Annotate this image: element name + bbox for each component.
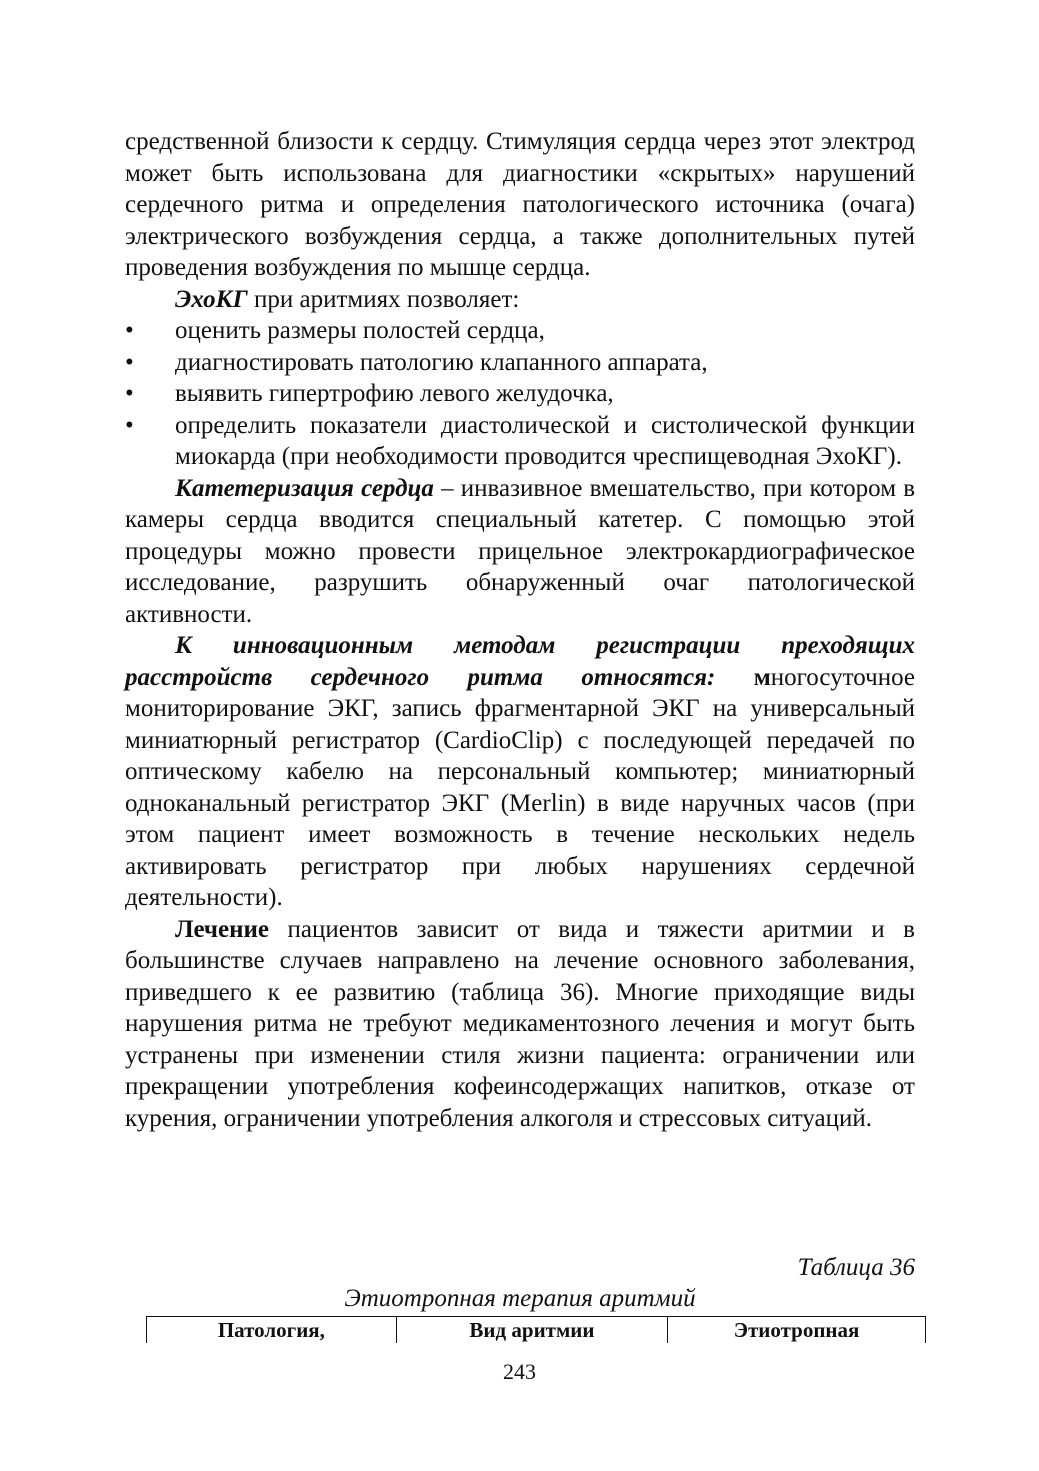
echo-list <box>125 315 915 473</box>
term-treatment: Лечение <box>175 915 270 943</box>
table-header-cell: Патология, <box>147 1317 397 1344</box>
table-title: Этиотропная терапия аритмий <box>344 1285 696 1312</box>
catheterization-text: – инвазивное вмешательство, при котором в камеры сердца вводится специальный катетер. С помощью этой процедуры можно провести прицельное электрокардиографическое исследование, разрушить обнаруженный очаг патологической активности. <box>125 474 916 628</box>
list-item-text: определить показатели диастолической и систолической функции миокарда (при необходимости проводится чреспищеводная ЭхоКГ). <box>175 411 915 470</box>
innovation-text: ногосуточное мониторирование ЭКГ, запись фрагментарной ЭКГ на универсальный миниатюрный регистратор (CardioClip) с последующей передачей по оптическому кабелю на персональный компьютер; миниатюрный одноканальный регистратор ЭКГ (Merlin) в виде наручных часов (при этом пациент имеет возможность в течение нескольких недель активировать регистратор при любых нарушениях сердечной деятельности). <box>125 663 915 911</box>
list-item <box>125 410 915 473</box>
bullet-icon: • <box>125 317 134 344</box>
etiotropic-table <box>146 1316 926 1343</box>
bullet-icon: • <box>125 380 134 407</box>
list-item-text: выявить гипертрофию левого желудочка, <box>175 380 614 407</box>
term-innovation: К инновационным методам регистрации преходящих расстройств сердечного ритма относятся: <box>125 632 915 691</box>
list-item <box>125 315 915 347</box>
paragraph-innovation <box>125 630 915 914</box>
echo-intro-text: при аритмиях позволяет: <box>247 285 520 313</box>
page-body <box>125 126 915 1134</box>
term-echo: ЭхоКГ <box>175 285 248 313</box>
table-header-cell: Этиотропная <box>668 1317 926 1344</box>
paragraph-treatment <box>125 914 915 1135</box>
term-catheterization: Катетеризация сердца <box>175 474 434 502</box>
treatment-text: пациентов зависит от вида и тяжести аритмии и в большинстве случаев направлено на лечение основного заболевания, приведшего к ее развитию (таблица 36). Многие приходящие виды нарушения ритма не требуют медикаментозного лечения и могут быть устранены при изменении стиля жизни пациента: ограничении или прекращении употребления кофеинсодержащих напитков, отказе от курения, ограничении употребления алкоголя и стрессовых ситуаций. <box>125 915 915 1132</box>
table-header-row <box>147 1317 926 1344</box>
paragraph-echo-intro <box>125 284 915 316</box>
paragraph-catheterization <box>125 473 915 631</box>
paragraph-stimulation: средственной близости к сердцу. Стимуляция сердца через этот электрод может быть использована для диагностики «скрытых» нарушений сердечного ритма и определения патологического источника (очага) электрического возбуждения сердца, а также дополнительных путей проведения возбуждения по мышце сердца. <box>125 128 915 281</box>
table-number: Таблица 36 <box>797 1254 915 1281</box>
table-header-cell: Вид аритмии <box>396 1317 667 1344</box>
bullet-icon: • <box>125 411 134 439</box>
list-item <box>125 347 915 379</box>
innovation-first-letter: м <box>753 663 771 691</box>
list-item-text: оценить размеры полостей сердца, <box>175 317 545 344</box>
bullet-icon: • <box>125 348 134 376</box>
list-item <box>125 378 915 410</box>
page-number: 243 <box>503 1359 536 1384</box>
list-item-text: диагностировать патологию клапанного аппарата, <box>175 348 708 376</box>
